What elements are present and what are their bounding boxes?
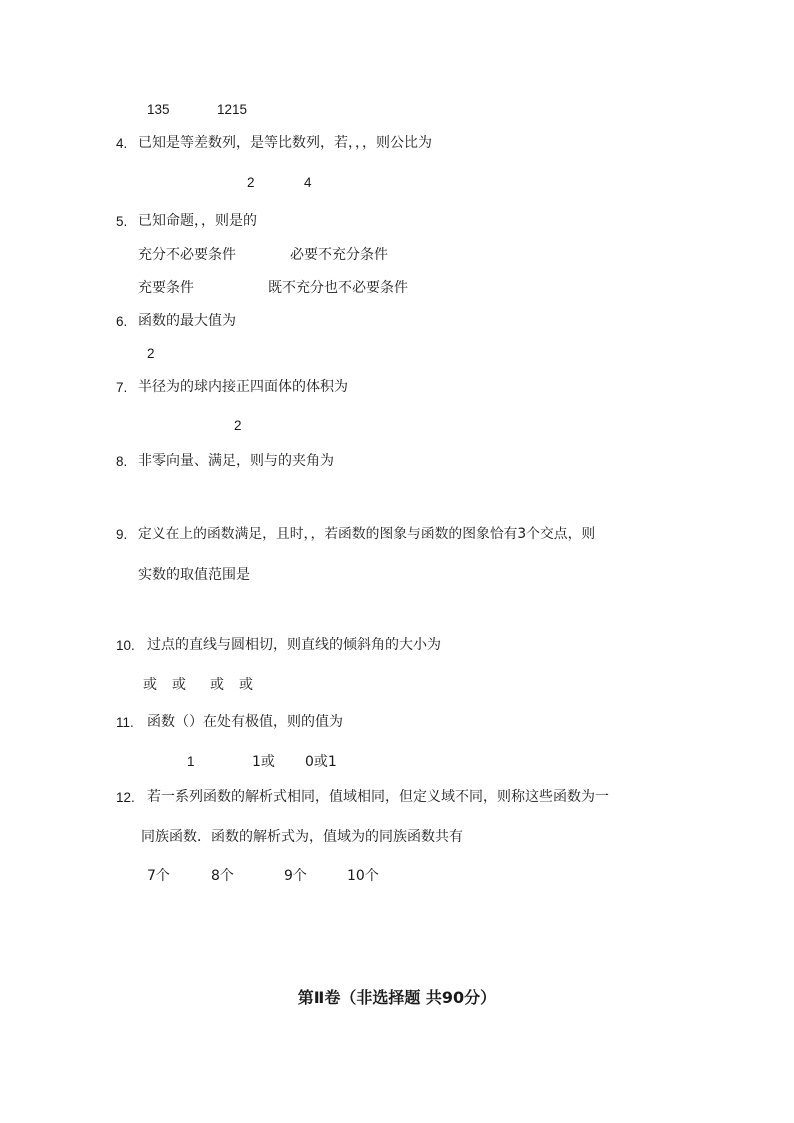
q5-option-b: 必要不充分条件 [290,247,388,263]
q10-option-b: 或 [172,677,186,693]
q8-stem: 非零向量、满足，则与的夹角为 [138,453,334,469]
q9-number: 9. [116,527,128,542]
q10-number: 10. [116,638,135,653]
q5-option-a: 充分不必要条件 [138,247,236,263]
q12-stem-line1: 若一系列函数的解析式相同，值域相同，但定义域不同，则称这些函数为一 [147,789,609,805]
q5-number: 5. [116,214,128,229]
q12-option-d: 10个 [347,868,379,884]
q11-number: 11. [116,715,134,730]
q6-option: 2 [147,346,155,361]
q6-stem: 函数的最大值为 [138,313,236,329]
q12-option-a: 7个 [147,868,170,884]
q12-option-b: 8个 [211,868,234,884]
q10-option-d: 或 [239,677,253,693]
q9-stem-line2: 实数的取值范围是 [138,567,250,583]
q7-option: 2 [234,418,242,433]
q12-stem-line2: 同族函数．函数的解析式为，值域为的同族函数共有 [141,829,463,845]
q9-stem-line1: 定义在上的函数满足，且时，，若函数的图象与函数的图象恰有3个交点，则 [138,526,596,542]
q4-stem: 已知是等差数列，是等比数列，若，，，则公比为 [138,135,432,151]
q6-number: 6. [116,314,128,329]
q10-option-a: 或 [143,677,157,693]
q4-number: 4. [116,136,128,151]
q4-option: 4 [304,175,312,190]
q7-stem: 半径为的球内接正四面体的体积为 [138,379,348,395]
q12-option-c: 9个 [284,868,307,884]
q10-stem: 过点的直线与圆相切，则直线的倾斜角的大小为 [147,637,441,653]
q5-option-d: 既不充分也不必要条件 [268,280,408,296]
q11-option-b: 1 [187,754,195,769]
q10-option-c: 或 [210,677,224,693]
q7-number: 7. [116,380,128,395]
q5-stem: 已知命题，，则是的 [138,213,257,229]
q11-stem: 函数（）在处有极值，则的值为 [147,714,343,730]
q11-option-c: 1或 [252,754,275,770]
section-title: 第Ⅱ卷（非选择题 共90分） [297,988,497,1007]
q3-option-d: 1215 [217,102,248,117]
q8-number: 8. [116,454,128,469]
q12-number: 12. [116,790,135,805]
q4-option: 2 [247,175,255,190]
q11-option-d: 0或1 [305,754,337,770]
q3-option-c: 135 [147,102,170,117]
q5-option-c: 充要条件 [138,280,194,296]
